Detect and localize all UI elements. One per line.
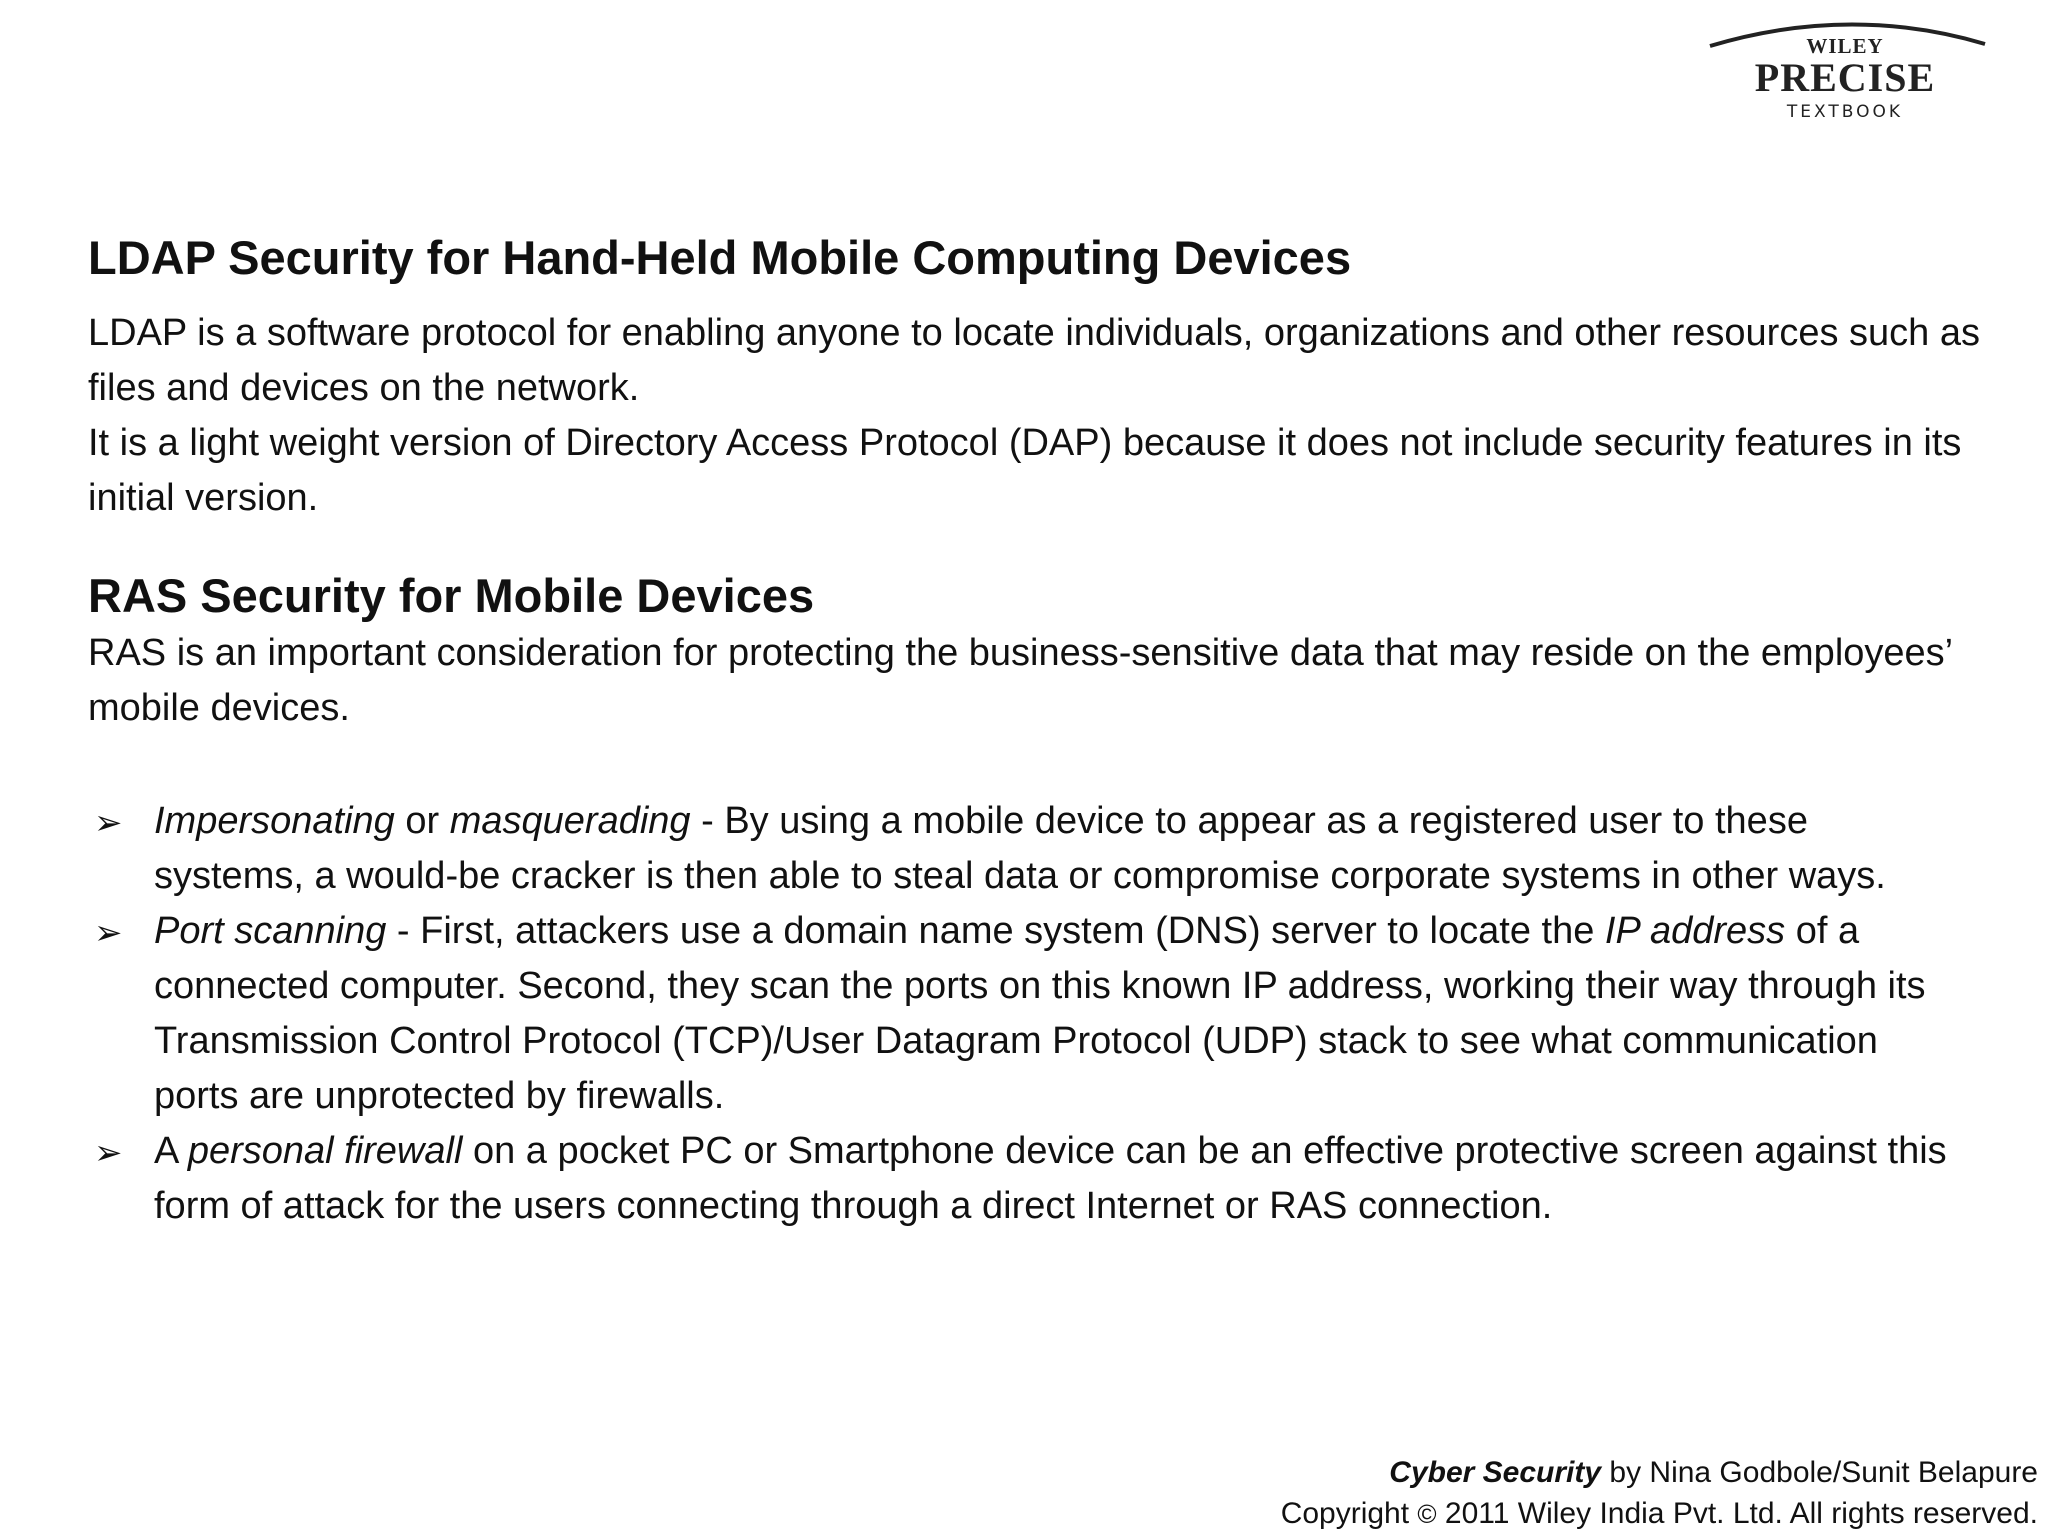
bullet-emphasis: masquerading [449,800,691,842]
footer [1281,1452,2038,1535]
bullet-item [88,904,1958,1124]
bullet-emphasis: IP address [1604,910,1786,952]
bullet-text: - First, attackers use a domain name system (DNS) server to locate the [386,910,1605,952]
bullet-text: or [394,800,450,842]
bullet-emphasis: personal firewall [187,1130,463,1172]
slide-content [88,228,1988,1234]
footer-copyright-prefix: Copyright [1280,1497,1418,1530]
bullet-list [88,794,1988,1234]
bullet-emphasis: Impersonating [154,800,395,842]
bullet-text: - By using a mobile device to appear as a registered user to these systems, a would-be cracker is then able to steal data or compromise corporate systems in other ways. [154,800,1886,897]
logo-brand: WILEY [1806,34,1884,58]
bullet-text: of a connected computer. Second, they scan the ports on this known IP address, working their way through its Transmission Control Protocol (TCP)/User Datagram Protocol (UDP) stack to see what communication ports are unprotected by firewalls. [154,910,1926,1117]
footer-book-title: Cyber Security [1389,1456,1602,1489]
footer-copyright-line [1281,1493,2038,1535]
footer-authors: by Nina Godbole/Sunit Belapure [1601,1456,2038,1489]
ldap-paragraph-2: It is a light weight version of Directory Access Protocol (DAP) because it does not include security features in its initial version. [88,422,1962,519]
arrow-bullet-icon: ➢ [94,1134,123,1172]
copyright-icon: © [1417,1499,1437,1529]
footer-book-line [1281,1452,2038,1493]
ldap-section-title: LDAP Security for Hand-Held Mobile Computing Devices [88,231,1352,284]
arrow-bullet-icon: ➢ [94,804,123,842]
ras-paragraph: RAS is an important consideration for protecting the business-sensitive data that may reside on the employees’ mobile devices. [88,632,1952,729]
wiley-precise-logo [1700,10,1990,120]
bullet-item [88,1124,1958,1234]
logo-main: PRECISE [1754,55,1936,100]
bullet-item [88,794,1958,904]
footer-copyright-rest: 2011 Wiley India Pvt. Ltd. All rights reserved. [1436,1497,2038,1530]
ras-section-title: RAS Security for Mobile Devices [88,569,815,622]
bullet-text: on a pocket PC or Smartphone device can be an effective protective screen against this form of attack for the users connecting through a direct Internet or RAS connection. [154,1130,1947,1227]
logo-sub: TEXTBOOK [1786,102,1904,122]
arrow-bullet-icon: ➢ [94,914,123,952]
bullet-text: A [154,1130,188,1172]
bullet-emphasis: Port scanning [154,910,387,952]
ldap-paragraph-1: LDAP is a software protocol for enabling anyone to locate individuals, organizations and other resources such as files and devices on the network. [88,312,1980,409]
